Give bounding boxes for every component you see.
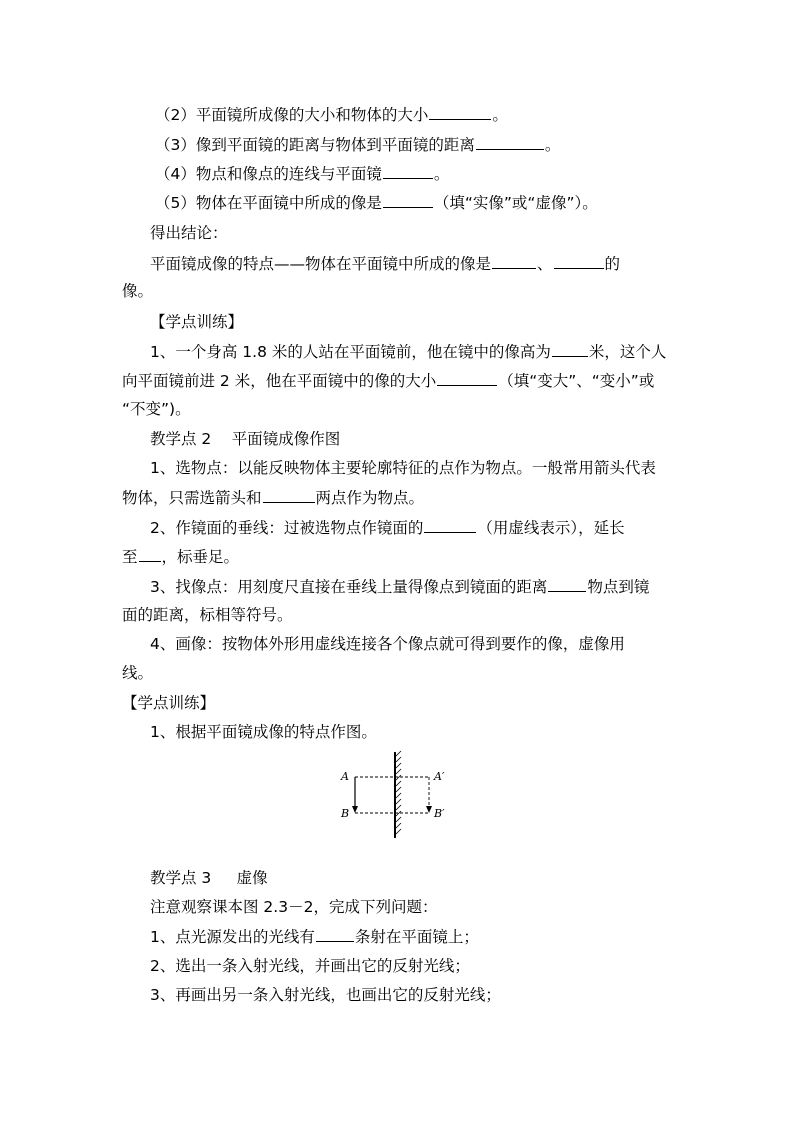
mirror-hatching	[396, 751, 401, 834]
answer-blank[interactable]	[476, 134, 544, 150]
text: （2）平面镜所成像的大小和物体的大小	[155, 106, 429, 124]
step-2-line	[150, 517, 625, 538]
question-line-5	[155, 192, 598, 213]
text: ，标垂足。	[161, 548, 240, 566]
text: 平面镜成像的特点——物体在平面镜中所成的像是	[150, 255, 492, 273]
text: 1、点光源发出的光线有	[150, 928, 315, 946]
teaching-point-3-heading: 教学点 3 虚像	[150, 869, 268, 887]
text: 1、一个身高 1.8 米的人站在平面镜前，他在镜中的像高为	[150, 343, 551, 361]
text: 、	[537, 255, 553, 273]
answer-blank[interactable]	[383, 163, 433, 179]
conclusion-line-end: 像。	[122, 282, 154, 300]
text: （3）像到平面镜的距离与物体到平面镜的距离	[155, 136, 475, 154]
plane-mirror-diagram	[335, 750, 465, 842]
question-1-line	[150, 926, 479, 947]
text: 米，这个人	[588, 343, 667, 361]
answer-blank[interactable]	[139, 546, 161, 562]
text: 物点到镜	[587, 578, 650, 596]
text: 。	[544, 136, 561, 154]
step-3-line-cont: 面的距离，标相等符号。	[122, 606, 293, 624]
question-line-4	[155, 163, 449, 184]
text: （4）物点和像点的连线与平面镜	[155, 165, 382, 183]
answer-blank[interactable]	[429, 104, 491, 120]
text: （填“实像”或“虚像”）。	[433, 194, 598, 212]
exercise-line-3: “不变”)。	[122, 400, 191, 418]
label-b-image: B′	[434, 807, 445, 820]
text: （5）物体在平面镜中所成的像是	[155, 194, 382, 212]
text: 物体，只需选箭头和	[122, 489, 262, 507]
section-heading-training-2: 【学点训练】	[122, 694, 216, 712]
text: 3、找像点：用刻度尺直接在垂线上量得像点到镜面的距离	[150, 578, 548, 596]
text: 。	[433, 165, 450, 183]
teaching-point-2-heading: 教学点 2 平面镜成像作图	[150, 430, 341, 448]
image-arrow-head	[426, 806, 432, 813]
step-3-line	[150, 576, 649, 597]
answer-blank[interactable]	[437, 370, 497, 386]
text: （填“变大”、“变小”或	[498, 372, 655, 390]
answer-blank[interactable]	[548, 576, 586, 592]
text: （用虚线表示），延长	[477, 519, 625, 537]
text: 两点作为物点。	[315, 489, 425, 507]
exercise-line-1	[150, 341, 666, 362]
text: 至	[122, 548, 138, 566]
question-line-3	[155, 134, 560, 155]
text: 的	[604, 255, 621, 273]
drawing-exercise-line: 1、根据平面镜成像的特点作图。	[150, 723, 377, 741]
conclusion-heading: 得出结论：	[150, 224, 228, 242]
answer-blank[interactable]	[316, 926, 354, 942]
question-line-2	[155, 104, 508, 125]
answer-blank[interactable]	[424, 517, 476, 533]
observe-instruction: 注意观察课本图 2.3－2，完成下列问题：	[150, 898, 438, 916]
step-4-line-cont: 线。	[122, 664, 154, 682]
text: 。	[492, 106, 508, 124]
answer-blank[interactable]	[554, 253, 604, 269]
answer-blank[interactable]	[263, 487, 315, 503]
text: 2、作镜面的垂线：过被选物点作镜面的	[150, 519, 424, 537]
step-4-line: 4、画像：按物体外形用虚线连接各个像点就可得到要作的像，虚像用	[150, 635, 625, 653]
step-2-line-cont	[122, 546, 239, 567]
text: 向平面镜前进 2 米，他在平面镜中的像的大小	[122, 372, 437, 390]
question-3-line: 3、再画出另一条入射光线，也画出它的反射光线；	[150, 986, 501, 1004]
exercise-line-2	[122, 370, 654, 391]
text: 条射在平面镜上；	[354, 928, 479, 946]
answer-blank[interactable]	[552, 341, 588, 357]
label-a: A	[341, 770, 349, 783]
step-1-line: 1、选物点：以能反映物体主要轮廓特征的点作为物点。一般常用箭头代表	[150, 459, 656, 477]
label-a-image: A′	[434, 770, 445, 783]
answer-blank[interactable]	[383, 192, 433, 208]
section-heading-training: 【学点训练】	[150, 313, 244, 331]
label-b: B	[341, 807, 350, 820]
answer-blank[interactable]	[492, 253, 536, 269]
question-2-line: 2、选出一条入射光线，并画出它的反射光线；	[150, 957, 470, 975]
step-1-line-cont	[122, 487, 424, 508]
conclusion-line	[150, 253, 620, 274]
object-arrow-head	[352, 806, 358, 813]
